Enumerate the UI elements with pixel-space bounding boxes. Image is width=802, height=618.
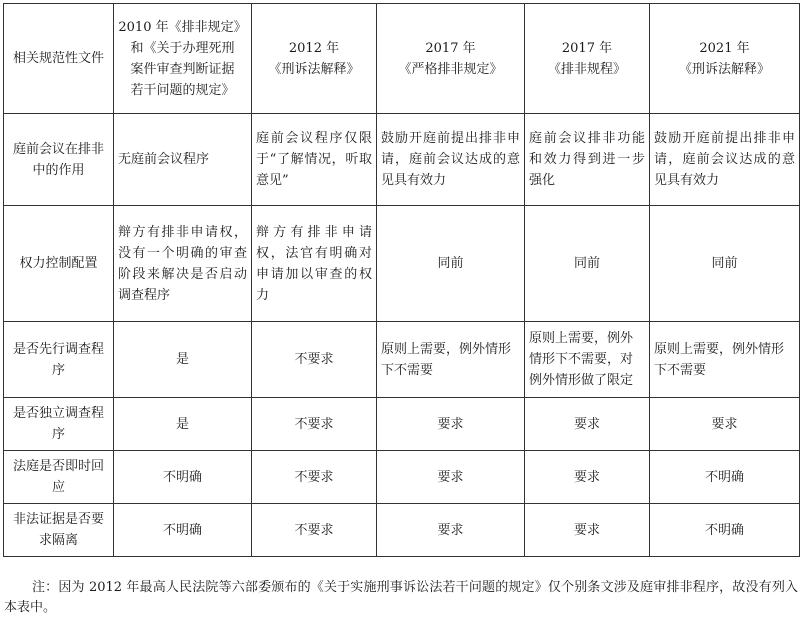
header-2010-line-4: 若干问题的规定》 (130, 82, 235, 98)
header-cell-2012 (252, 4, 377, 114)
header-2021-title: 《刑诉法解释》 (678, 61, 770, 77)
header-2012-title: 《刑诉法解释》 (268, 61, 360, 77)
table-row (4, 398, 800, 451)
table-cell: 原则上需要，例外情形下不需要 (377, 322, 525, 398)
table-cell: 要求 (377, 504, 525, 557)
table-cell: 是 (114, 398, 252, 451)
row-label-prior-investigation: 是否先行调查程序 (4, 322, 114, 398)
table-cell: 辩方有排非申请权，法官有明确对申请加以审查的权力 (252, 206, 377, 322)
table-cell: 不明确 (114, 504, 252, 557)
table-row (4, 504, 800, 557)
header-2017-rules-year: 2017 年 (561, 40, 613, 56)
header-cell-2017-rules (525, 4, 650, 114)
table-cell: 不要求 (252, 451, 377, 504)
table-row (4, 322, 800, 398)
table-row (4, 451, 800, 504)
table-cell: 同前 (377, 206, 525, 322)
table-cell: 不明确 (650, 504, 800, 557)
table-cell: 要求 (525, 504, 650, 557)
table-cell: 不要求 (252, 322, 377, 398)
header-2012-year: 2012 年 (288, 40, 340, 56)
header-cell-documents: 相关规范性文件 (4, 4, 114, 114)
row-label-power-config: 权力控制配置 (4, 206, 114, 322)
table-cell: 辩方有排非申请权，没有一个明确的审查阶段来解决是否启动调查程序 (114, 206, 252, 322)
header-cell-2017-strict (377, 4, 525, 114)
table-cell: 庭前会议排非功能和效力得到进一步强化 (525, 114, 650, 206)
table-cell: 不明确 (650, 451, 800, 504)
row-label-independent-investigation: 是否独立调查程序 (4, 398, 114, 451)
table-cell: 要求 (377, 398, 525, 451)
header-2017-strict-year: 2017 年 (425, 40, 476, 56)
table-row (4, 206, 800, 322)
header-2010-line-2: 和《关于办理死刑 (130, 40, 235, 56)
table-cell: 无庭前会议程序 (114, 114, 252, 206)
table-cell: 原则上需要，例外情形下不需要，对例外情形做了限定 (525, 322, 650, 398)
comparison-table (3, 3, 800, 557)
table-cell: 不要求 (252, 398, 377, 451)
table-cell: 要求 (525, 451, 650, 504)
table-cell: 同前 (525, 206, 650, 322)
table-cell: 不明确 (114, 451, 252, 504)
row-label-immediate-response: 法庭是否即时回应 (4, 451, 114, 504)
row-label-pretrial-role: 庭前会议在排非中的作用 (4, 114, 114, 206)
header-cell-2010 (114, 4, 252, 114)
header-cell-2021 (650, 4, 800, 114)
table-cell: 鼓励开庭前提出排非申请，庭前会议达成的意见具有效力 (377, 114, 525, 206)
table-cell: 要求 (525, 398, 650, 451)
header-2017-rules-title: 《排非规程》 (547, 61, 626, 77)
header-2010-line-1: 2010 年《排非规定》 (118, 19, 247, 35)
table-cell: 不要求 (252, 504, 377, 557)
table-cell: 要求 (377, 451, 525, 504)
table-cell: 同前 (650, 206, 800, 322)
table-cell: 鼓励开庭前提出排非申请，庭前会议达成的意见具有效力 (650, 114, 800, 206)
header-2017-strict-title: 《严格排非规定》 (398, 61, 503, 77)
header-row (4, 4, 800, 114)
table-cell: 要求 (650, 398, 800, 451)
header-2010-line-3: 案件审查判断证据 (130, 61, 235, 77)
header-2021-year: 2021 年 (699, 40, 750, 56)
row-label-evidence-isolation: 非法证据是否要求隔离 (4, 504, 114, 557)
table-cell: 原则上需要，例外情形下不需要 (650, 322, 800, 398)
table-cell: 是 (114, 322, 252, 398)
comparison-table-container (3, 3, 799, 557)
table-cell: 庭前会议程序仅限于“了解情况，听取意见” (252, 114, 377, 206)
table-row (4, 114, 800, 206)
table-footnote: 注：因为 2012 年最高人民法院等六部委颁布的《关于实施刑事诉讼法若干问题的规定》仅个别条文涉及庭审排非程序，故没有列入本表中。 (4, 580, 798, 615)
